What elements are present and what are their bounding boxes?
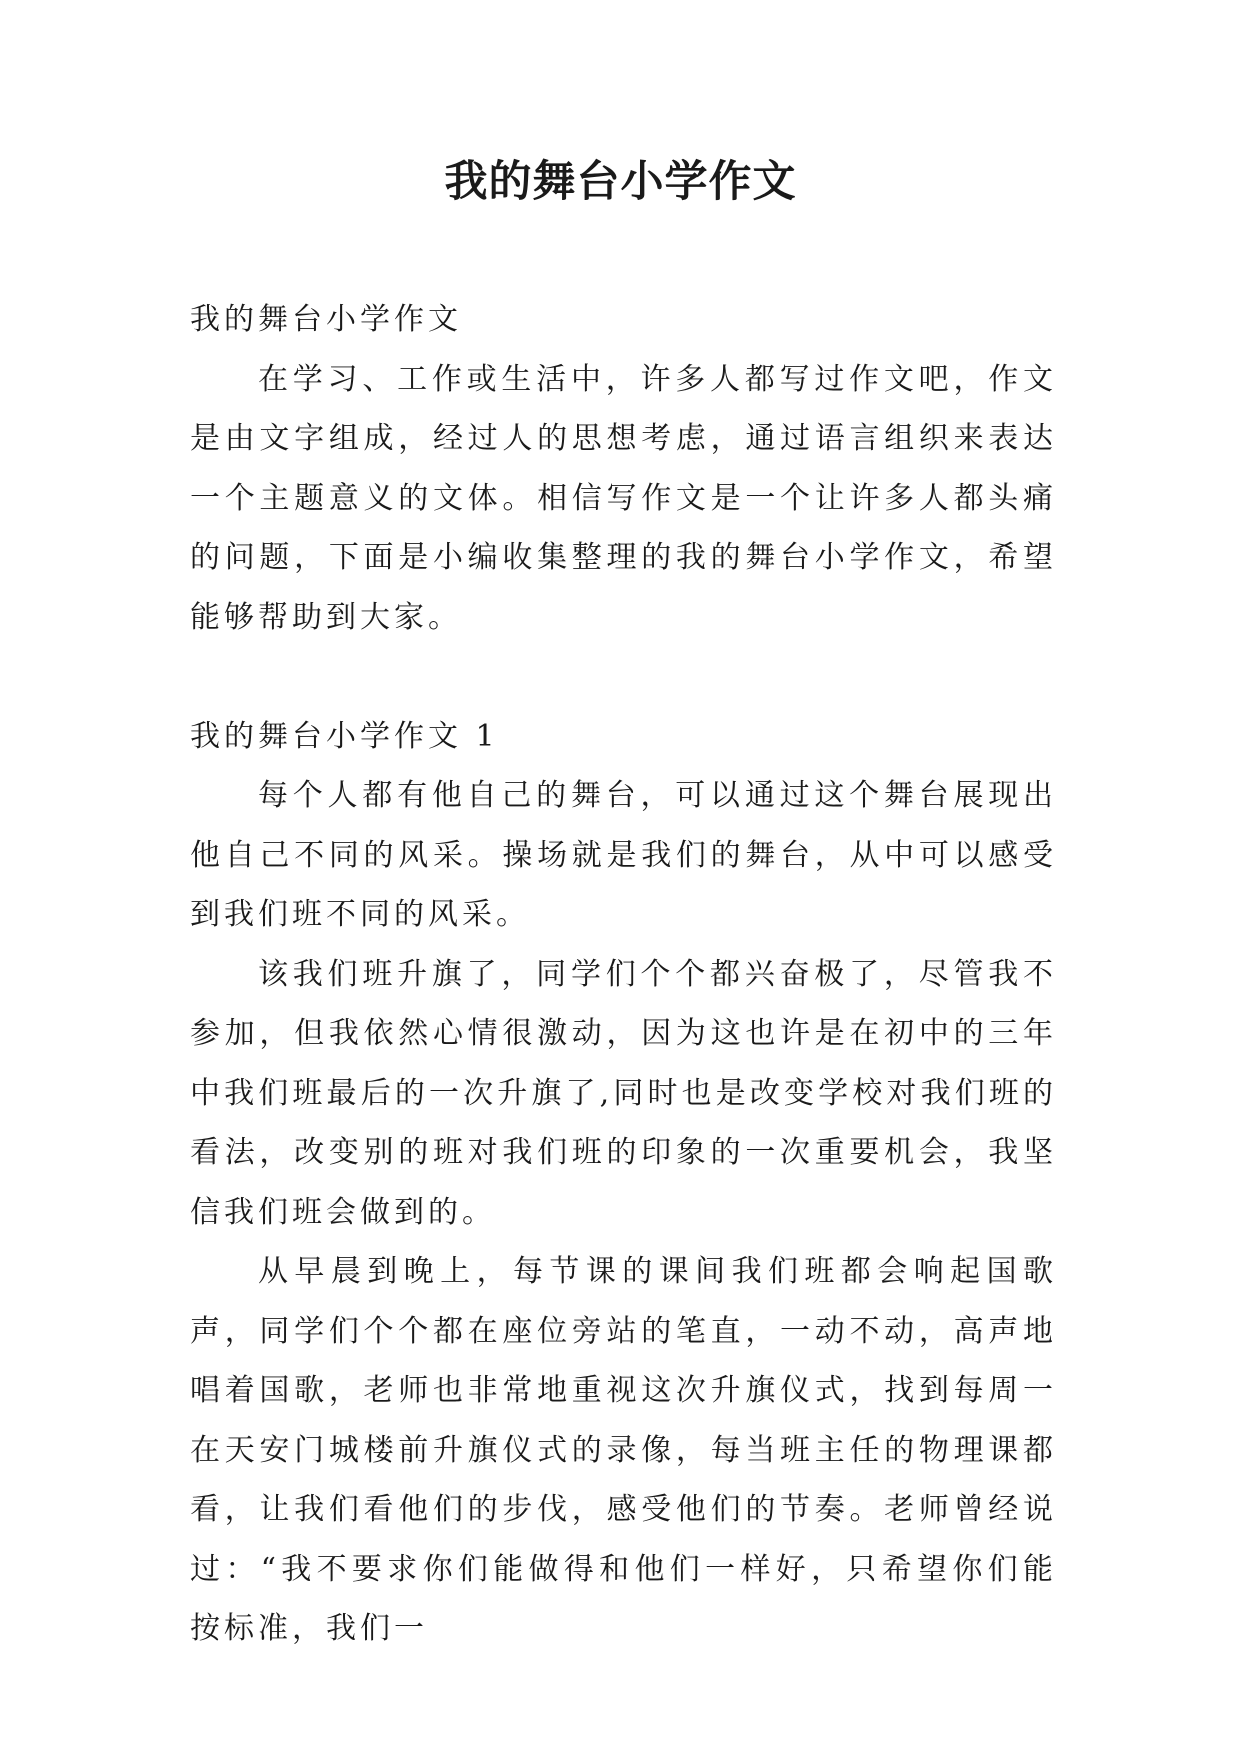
section-spacer [190, 647, 1057, 707]
document-title: 我的舞台小学作文 [444, 157, 797, 207]
essay-1-heading: 我的舞台小学作文 1 [190, 718, 499, 754]
intro-heading: 我的舞台小学作文 [190, 302, 462, 337]
intro-paragraph: 在学习、工作或生活中，许多人都写过作文吧，作文是由文字组成，经过人的思想考虑，通过语言组织来表达一个主题意义的文体。相信写作文是一个让许多人都头痛的问题，下面是小编收集整理的我的舞台小学作文，希望能够帮助到大家。 [190, 361, 1057, 635]
essay-1-paragraph-2: 该我们班升旗了，同学们个个都兴奋极了，尽管我不参加，但我依然心情很激动，因为这也许是在初中的三年中我们班最后的一次升旗了,同时也是改变学校对我们班的看法，改变别的班对我们班的印象的一次重要机会，我坚信我们班会做到的。 [190, 956, 1057, 1230]
document-body [190, 290, 1057, 1659]
essay-1-paragraph-1: 每个人都有他自己的舞台，可以通过这个舞台展现出他自己不同的风采。操场就是我们的舞台，从中可以感受到我们班不同的风采。 [190, 778, 1057, 932]
essay-1-paragraph-3: 从早晨到晚上，每节课的课间我们班都会响起国歌声，同学们个个都在座位旁站的笔直，一动不动，高声地唱着国歌，老师也非常地重视这次升旗仪式，找到每周一在天安门城楼前升旗仪式的录像，每当班主任的物理课都看，让我们看他们的步伐，感受他们的节奏。老师曾经说过：“我不要求你们能做得和他们一样好，只希望你们能按标准，我们一 [190, 1254, 1057, 1646]
